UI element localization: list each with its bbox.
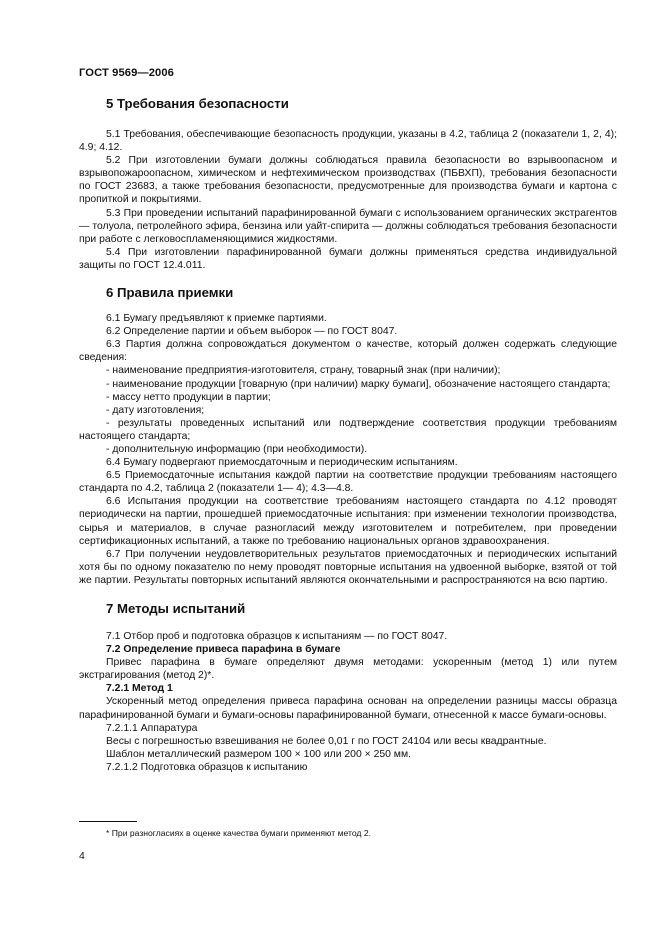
paragraph-7-2-text: Привес парафина в бумаге определяют двумя методами: ускоренным (метод 1) или путем экстрагирования (метод 2)*. — [79, 657, 617, 682]
section-6-heading: 6 Правила приемки — [106, 285, 234, 301]
paragraph-apparatus-scales: Весы с погрешностью взвешивания не более 0,01 г по ГОСТ 24104 или весы квадрантные. — [106, 735, 547, 747]
section-7-heading: 7 Методы испытаний — [106, 601, 246, 616]
list-item: - массу нетто продукции в партии; — [106, 391, 271, 403]
list-item: - наименование предприятия-изготовителя, страну, товарный знак (при наличии); — [106, 365, 501, 377]
footnote: * При разногласиях в оценке качества бумаги применяют метод 2. — [106, 828, 371, 838]
subsection-7-2-1-heading: 7.2.1 Метод 1 — [106, 683, 173, 695]
paragraph-5-2: 5.2 При изготовлении бумаги должны соблюдаться правила безопасности во взрывоопасном и взрывопожароопасном, химическом и нефтехимическом производствах (ПБВХП), требования безопасности по ГОСТ 23683, а также требования безопасности, предусмотренные для производства бумаги и картона с пропиткой и покрытиями. — [79, 155, 617, 206]
list-item: - наименование продукции [товарную (при наличии) марку бумаги], обозначение настоящего стандарта; — [106, 378, 611, 390]
paragraph-6-4: 6.4 Бумагу подвергают приемосдаточным и периодическим испытаниям. — [106, 457, 458, 469]
subsection-7-2-heading: 7.2 Определение привеса парафина в бумаге — [106, 644, 341, 656]
section-5-heading: 5 Требования безопасности — [106, 96, 289, 111]
paragraph-6-2: 6.2 Определение партии и объем выборок — по ГОСТ 8047. — [106, 326, 398, 338]
paragraph-5-4: 5.4 При изготовлении парафинированной бумаги должны применяться средства индивидуальной защиты по ГОСТ 12.4.011. — [79, 246, 617, 271]
document-header: ГОСТ 9569—2006 — [79, 67, 175, 79]
paragraph-6-7: 6.7 При получении неудовлетворительных результатов приемосдаточных и периодических испытаний хотя бы по одному показателю по нему проводят повторные испытания на удвоенной выборке, взятой от той же партии. Результаты повторных испытаний являются окончательными и распространяются на всю партию. — [79, 548, 617, 586]
paragraph-apparatus-template: Шаблон металлический размером 100 × 100 или 200 × 250 мм. — [106, 748, 411, 760]
paragraph-7-1: 7.1 Отбор проб и подготовка образцов к испытаниям — по ГОСТ 8047. — [106, 631, 448, 642]
paragraph-6-3: 6.3 Партия должна сопровождаться документом о качестве, который должен содержать следующие сведения: — [79, 339, 617, 364]
paragraph-5-3: 5.3 При проведении испытаний парафинированной бумаги с использованием органических экстрагентов — толуола, петролейного эфира, бензина или уайт-спирита — должны соблюдаться требования безопасности при работе с легковоспламеняющимися жидкостями. — [79, 207, 617, 245]
paragraph-6-5: 6.5 Приемосдаточные испытания каждой партии на соответствие продукции требованиям настоящего стандарта по 4.2, таблица 2 (показатели 1— 4); 4.3—4.8. — [79, 470, 617, 495]
list-item: - дату изготовления; — [106, 404, 205, 416]
footnote-divider — [79, 821, 137, 822]
paragraph-7-2-1-text: Ускоренный метод определения привеса парафина основан на определении разницы массы образца парафинированной бумаги и бумаги-основы парафинированной бумаги, отнесенной к массе бумаги-основы. — [79, 696, 617, 721]
paragraph-5-1: 5.1 Требования, обеспечивающие безопасность продукции, указаны в 4.2, таблица 2 (показатели 1, 2, 4); 4.9; 4.12. — [79, 129, 617, 154]
page-content — [79, 93, 617, 774]
paragraph-6-1: 6.1 Бумагу предъявляют к приемке партиями. — [106, 313, 327, 325]
list-item: - дополнительную информацию (при необходимости). — [106, 443, 368, 455]
subsection-7-2-1-1-heading: 7.2.1.1 Аппаратура — [106, 722, 198, 734]
paragraph-6-6: 6.6 Испытания продукции на соответствие требованиям настоящего стандарта по 4.12 проводят периодически на партии, прошедшей приемосдаточные испытания: при изменении технологии производства, сырья и материалов, в случае разногласий между изготовителем и потребителем, при проведении сертификационных испытаний, а также по требованию национальных органов здравоохранения. — [79, 496, 617, 547]
list-item: - результаты проведенных испытаний или подтверждение соответствия продукции требованиям настоящего стандарта; — [79, 417, 617, 442]
page-number: 4 — [79, 851, 85, 862]
subsection-7-2-1-2-heading: 7.2.1.2 Подготовка образцов к испытанию — [106, 761, 308, 773]
